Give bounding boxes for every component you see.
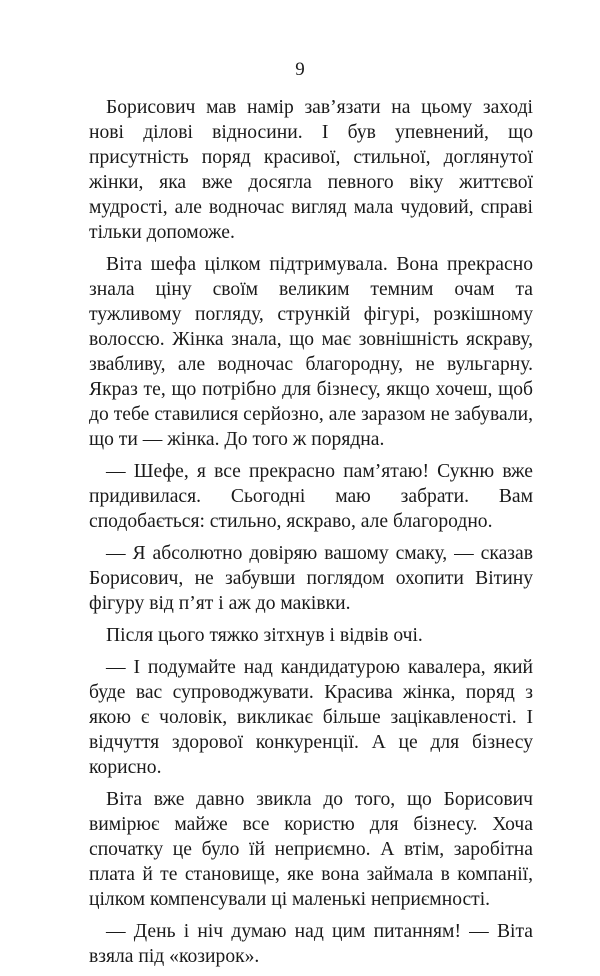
paragraph: — День і ніч думаю над цим питанням! — Віта взяла під «козирок». — [89, 921, 533, 967]
paragraph: Борисович мав намір зав’язати на цьому заході нові ділові відносини. І був упевнений, що присутність поряд красивої, стильної, доглянутої жінки, яка вже досягла певного віку життєвої мудрості, але водночас вигляд мала чудовий, справі тільки допоможе. — [89, 97, 533, 243]
paragraph: Віта вже давно звикла до того, що Борисович вимірює майже все користю для бізнесу. Хоча спочатку це було їй неприємно. А втім, заробітна плата й те становище, яке вона займала в компанії, цілком компенсували ці маленькі неприємності. — [89, 789, 533, 910]
paragraph: Віта шефа цілком підтримувала. Вона прекрасно знала ціну своїм великим темним очам та тужливому погляду, стрункій фігурі, розкішному волоссю. Жінка знала, що має зовнішність яскраву, звабливу, але водночас благородну, не вульгарну. Якраз те, що потрібно для бізнесу, якщо хочеш, щоб до тебе ставилися серйозно, але заразом не забували, що ти — жінка. До того ж порядна. — [89, 254, 533, 450]
paragraph: — Шефе, я все прекрасно пам’ятаю! Сукню вже придивилася. Сьогодні маю забрати. Вам сподобається: стильно, яскраво, але благородно. — [89, 461, 533, 532]
paragraph: — Я абсолютно довіряю вашому смаку, — сказав Борисович, не забувши поглядом охопити Вітину фігуру від п’ят і аж до маківки. — [89, 543, 533, 614]
body-text — [89, 95, 533, 976]
page-number: 9 — [295, 59, 305, 80]
paragraph: Після цього тяжко зітхнув і відвів очі. — [106, 625, 423, 646]
paragraph: — І подумайте над кандидатурою кавалера, який буде вас супроводжувати. Красива жінка, поряд з якою є чоловік, викликає більше зацікавленості. І відчуття здорової конкуренції. А це для бізнесу корисно. — [89, 657, 533, 778]
